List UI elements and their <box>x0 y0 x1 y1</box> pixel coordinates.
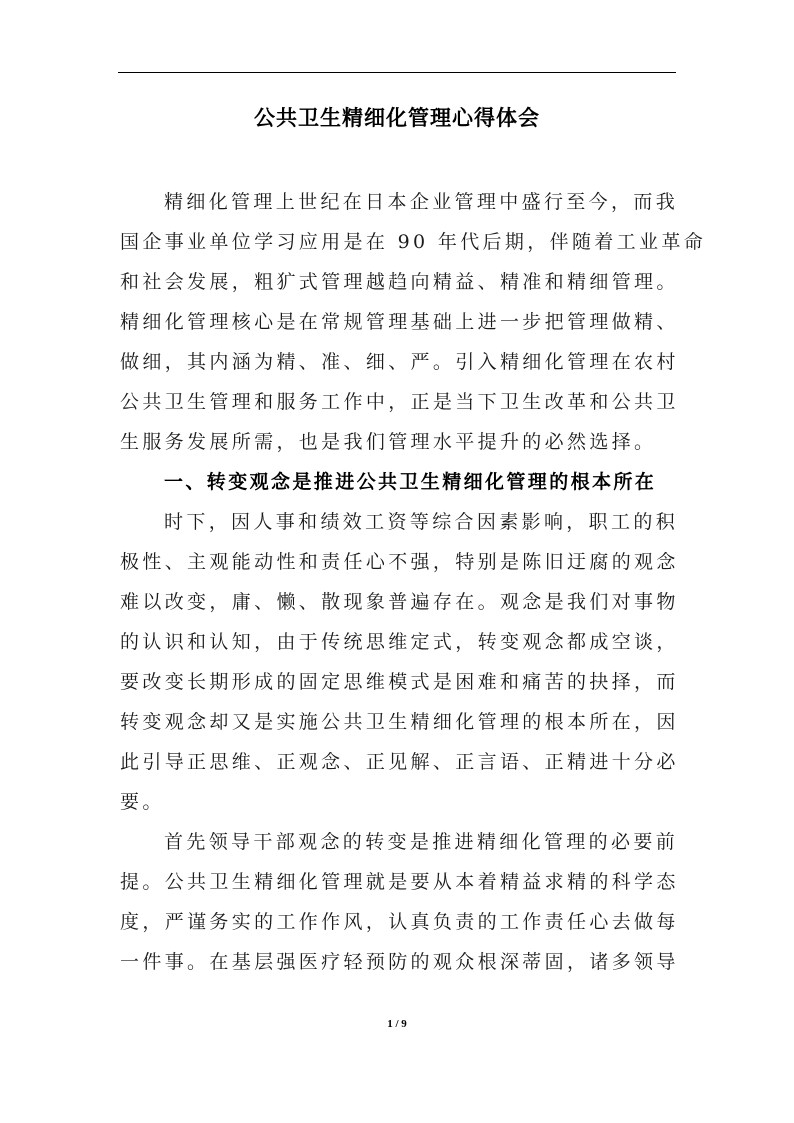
body-line: 极性、主观能动性和责任心不强，特别是陈旧迂腐的观念 <box>120 551 679 573</box>
page-number: 1 / 9 <box>387 1018 407 1030</box>
body-line: 公共卫生管理和服务工作中，正是当下卫生改革和公共卫 <box>120 391 679 413</box>
body-line: 国企事业单位学习应用是在 90 年代后期，伴随着工业革命 <box>120 231 707 253</box>
body-line: 难以改变，庸、懒、散现象普遍存在。观念是我们对事物 <box>120 591 679 613</box>
body-line: 要。 <box>120 791 165 813</box>
body-line: 时下，因人事和绩效工资等综合因素影响，职工的积 <box>164 511 679 533</box>
body-line: 此引导正思维、正观念、正见解、正言语、正精进十分必 <box>120 751 679 773</box>
body-line: 生服务发展所需，也是我们管理水平提升的必然选择。 <box>120 431 657 453</box>
document-body <box>120 182 707 982</box>
body-line: 转变观念却又是实施公共卫生精细化管理的根本所在，因 <box>120 711 679 733</box>
body-line: 精细化管理核心是在常规管理基础上进一步把管理做精、 <box>120 311 679 333</box>
body-line: 和社会发展，粗犷式管理越趋向精益、精准和精细管理。 <box>120 271 679 293</box>
body-line: 首先领导干部观念的转变是推进精细化管理的必要前 <box>164 831 679 853</box>
body-line: 做细，其内涵为精、准、细、严。引入精细化管理在农村 <box>120 351 679 373</box>
document-title: 公共卫生精细化管理心得体会 <box>254 106 540 130</box>
body-line: 一件事。在基层强医疗轻预防的观众根深蒂固，诸多领导 <box>120 951 679 973</box>
body-line: 提。公共卫生精细化管理就是要从本着精益求精的科学态 <box>120 871 679 893</box>
body-line: 精细化管理上世纪在日本企业管理中盛行至今，而我 <box>164 191 679 213</box>
body-line: 度，严谨务实的工作作风，认真负责的工作责任心去做每 <box>120 911 679 933</box>
header-rule <box>118 72 676 73</box>
body-line: 要改变长期形成的固定思维模式是困难和痛苦的抉择，而 <box>120 671 679 693</box>
body-line: 的认识和认知，由于传统思维定式，转变观念都成空谈， <box>120 631 679 653</box>
section-heading: 一、转变观念是推进公共卫生精细化管理的根本所在 <box>164 471 657 493</box>
